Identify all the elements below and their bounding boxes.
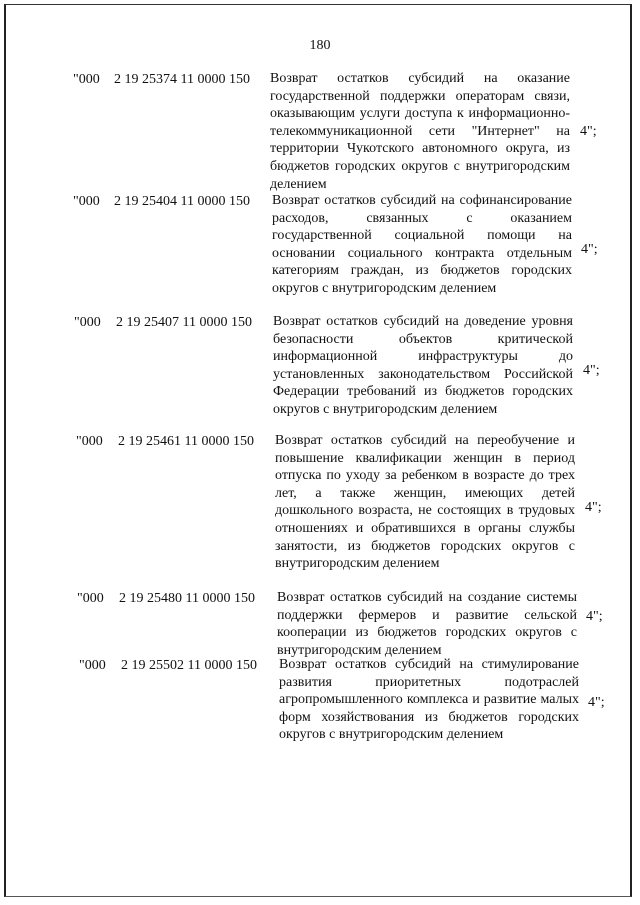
column-number: 4";: [586, 609, 603, 624]
column-number: 4";: [583, 363, 600, 378]
budget-code: 2 19 25404 11 0000 150: [114, 194, 250, 209]
code-prefix: "000: [74, 315, 101, 330]
code-prefix: "000: [76, 434, 103, 449]
budget-code: 2 19 25502 11 0000 150: [121, 658, 257, 673]
code-prefix: "000: [73, 72, 100, 87]
row-description: Возврат остатков субсидий на создание системы поддержки фермеров и развитие сельской кооперации из бюджетов городских округов с внутригородским делением: [277, 590, 577, 658]
code-prefix: "000: [79, 658, 106, 673]
column-number: 4";: [581, 242, 598, 257]
code-prefix: "000: [77, 591, 104, 606]
column-number: 4";: [580, 124, 597, 139]
row-description: Возврат остатков субсидий на стимулирование развития приоритетных подотраслей агропромышленного комплекса и развитие малых форм хозяйствования из бюджетов городских округов с внутригородским делением: [279, 657, 579, 743]
row-description: Возврат остатков субсидий на софинансирование расходов, связанных с оказанием государственной социальной помощи на основании социального контракта отдельным категориям граждан, из бюджетов городских округов с внутригородским делением: [272, 193, 572, 296]
budget-code: 2 19 25480 11 0000 150: [119, 591, 255, 606]
page-number: 180: [309, 38, 331, 53]
budget-code: 2 19 25374 11 0000 150: [114, 72, 250, 87]
row-description: Возврат остатков субсидий на оказание государственной поддержки операторам связи, оказывающим услуги доступа к информационно-телекоммуникационной сети "Интернет" на территории Чукотского автономного округа, из бюджетов городских округов с внутригородским делением: [270, 71, 570, 192]
column-number: 4";: [588, 695, 605, 710]
row-description: Возврат остатков субсидий на доведение уровня безопасности объектов критической информационной инфраструктуры до установленных законодательством Российской Федерации требований из бюджетов городских округов с внутригородским делением: [273, 314, 573, 417]
code-prefix: "000: [73, 194, 100, 209]
column-number: 4";: [585, 500, 602, 515]
budget-code: 2 19 25461 11 0000 150: [118, 434, 254, 449]
budget-code: 2 19 25407 11 0000 150: [116, 315, 252, 330]
row-description: Возврат остатков субсидий на переобучение и повышение квалификации женщин в период отпуска по уходу за ребенком в возрасте до трех лет, а также женщин, имеющих детей дошкольного возраста, не состоящих в трудовых отношениях и обратившихся в органы службы занятости, из бюджетов городских округов с внутригородским делением: [275, 433, 575, 572]
